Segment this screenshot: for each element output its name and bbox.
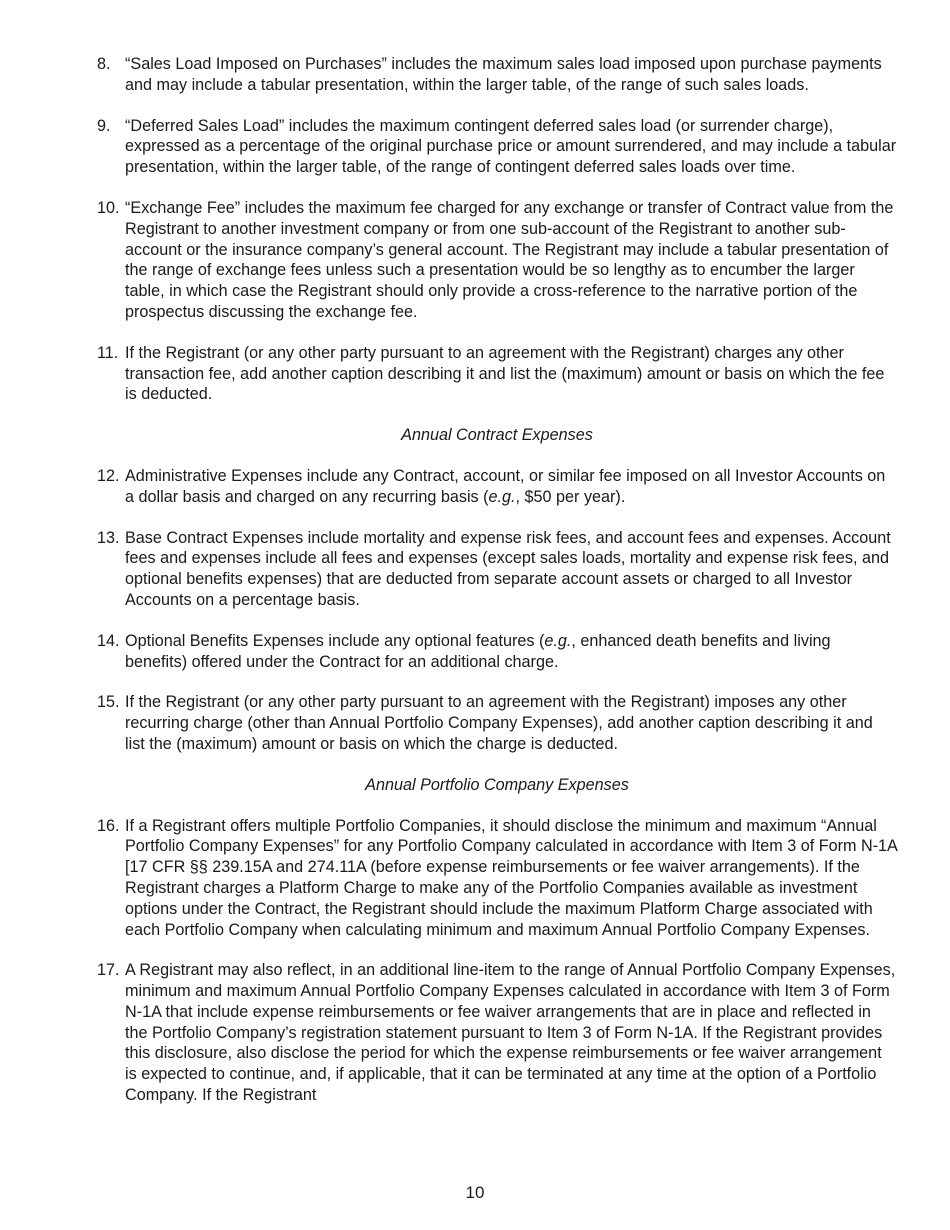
list-item	[97, 116, 897, 178]
item-number: 10.	[97, 198, 120, 217]
item-text: If the Registrant (or any other party pursuant to an agreement with the Registrant) charges any other transaction fee, add another caption describing it and list the (maximum) amount or basis on which the fee is deducted.	[125, 343, 885, 404]
list-item	[97, 528, 897, 611]
page-number: 10	[465, 1183, 485, 1202]
item-text-part: , $50 per year).	[515, 487, 626, 506]
document-body	[97, 54, 897, 1126]
item-number: 14.	[97, 631, 120, 650]
item-text: A Registrant may also reflect, in an additional line-item to the range of Annual Portfolio Company Expenses, minimum and maximum Annual Portfolio Company Expenses calculated in accordance with Item 3 of Form N-1A that include expense reimbursements or fee waiver arrangements that are in place and reflected in the Portfolio Company’s registration statement pursuant to Item 3 of Form N-1A. If the Registrant provides this disclosure, also disclose the period for which the expense reimbursements or fee waiver arrangement is expected to continue, and, if applicable, that it can be terminated at any time at the option of a Portfolio Company. If the Registrant	[125, 961, 896, 1105]
item-number: 15.	[97, 693, 120, 712]
item-text-part: Optional Benefits Expenses include any optional features (	[125, 631, 545, 650]
item-text: “Sales Load Imposed on Purchases” includes the maximum sales load imposed upon purchase payments and may include a tabular presentation, within the larger table, of the range of such sales loads.	[125, 55, 882, 94]
list-item	[97, 960, 897, 1106]
item-number: 11.	[97, 343, 119, 362]
section-heading-annual-contract-expenses: Annual Contract Expenses	[401, 426, 593, 445]
list-item	[97, 631, 897, 673]
item-text	[125, 467, 885, 506]
item-number: 8.	[97, 55, 111, 73]
section-heading-annual-portfolio-company-expenses: Annual Portfolio Company Expenses	[365, 775, 629, 794]
item-number: 12.	[97, 466, 120, 485]
item-text: “Deferred Sales Load” includes the maximum contingent deferred sales load (or surrender charge), expressed as a percentage of the original purchase price or amount surrendered, and may include a tabular presentation, within the larger table, of the range of contingent deferred sales loads over time.	[125, 116, 897, 177]
item-number: 17.	[97, 961, 120, 980]
list-item	[97, 466, 897, 508]
item-text	[125, 632, 831, 671]
item-text-emphasis: e.g.	[544, 631, 572, 650]
item-text: If a Registrant offers multiple Portfolio Companies, it should disclose the minimum and maximum “Annual Portfolio Company Expenses” for any Portfolio Company calculated in accordance with Item 3 of Form N-1A [17 CFR §§ 239.15A and 274.11A (before expense reimbursements or fee waiver arrangements). If the Registrant charges a Platform Charge to make any of the Portfolio Companies available as investment options under the Contract, the Registrant should include the maximum Platform Charge associated with each Portfolio Company when calculating minimum and maximum Annual Portfolio Company Expenses.	[125, 816, 897, 939]
item-text-part: Administrative Expenses include any Contract, account, or similar fee imposed on all Investor Accounts on a dollar basis and charged on any recurring basis (	[125, 466, 886, 506]
item-text-emphasis: e.g.	[488, 487, 516, 506]
list-item	[97, 343, 897, 405]
item-number: 9.	[97, 116, 111, 135]
item-number: 16.	[97, 816, 120, 835]
list-item	[97, 816, 897, 941]
item-number: 13.	[97, 528, 120, 547]
item-text: If the Registrant (or any other party pursuant to an agreement with the Registrant) imposes any other recurring charge (other than Annual Portfolio Company Expenses), add another caption describing it and list the (maximum) amount or basis on which the charge is deducted.	[125, 693, 873, 753]
item-text-part: , enhanced death benefits and living benefits) offered under the Contract for an additional charge.	[125, 631, 831, 671]
item-text: “Exchange Fee” includes the maximum fee charged for any exchange or transfer of Contract value from the Registrant to another investment company or from one sub-account of the Registrant to another sub-account or the insurance company’s general account. The Registrant may include a tabular presentation of the range of exchange fees unless such a presentation would be so lengthy as to encumber the larger table, in which case the Registrant should only provide a cross-reference to the narrative portion of the prospectus discussing the exchange fee.	[125, 198, 894, 321]
item-text: Base Contract Expenses include mortality and expense risk fees, and account fees and expenses. Account fees and expenses include all fees and expenses (except sales loads, mortality and expense risk fees, and optional benefits expenses) that are deducted from separate account assets or charged to all Investor Accounts on a percentage basis.	[125, 528, 891, 609]
list-item	[97, 692, 897, 754]
list-item	[97, 54, 897, 96]
list-item	[97, 198, 897, 323]
